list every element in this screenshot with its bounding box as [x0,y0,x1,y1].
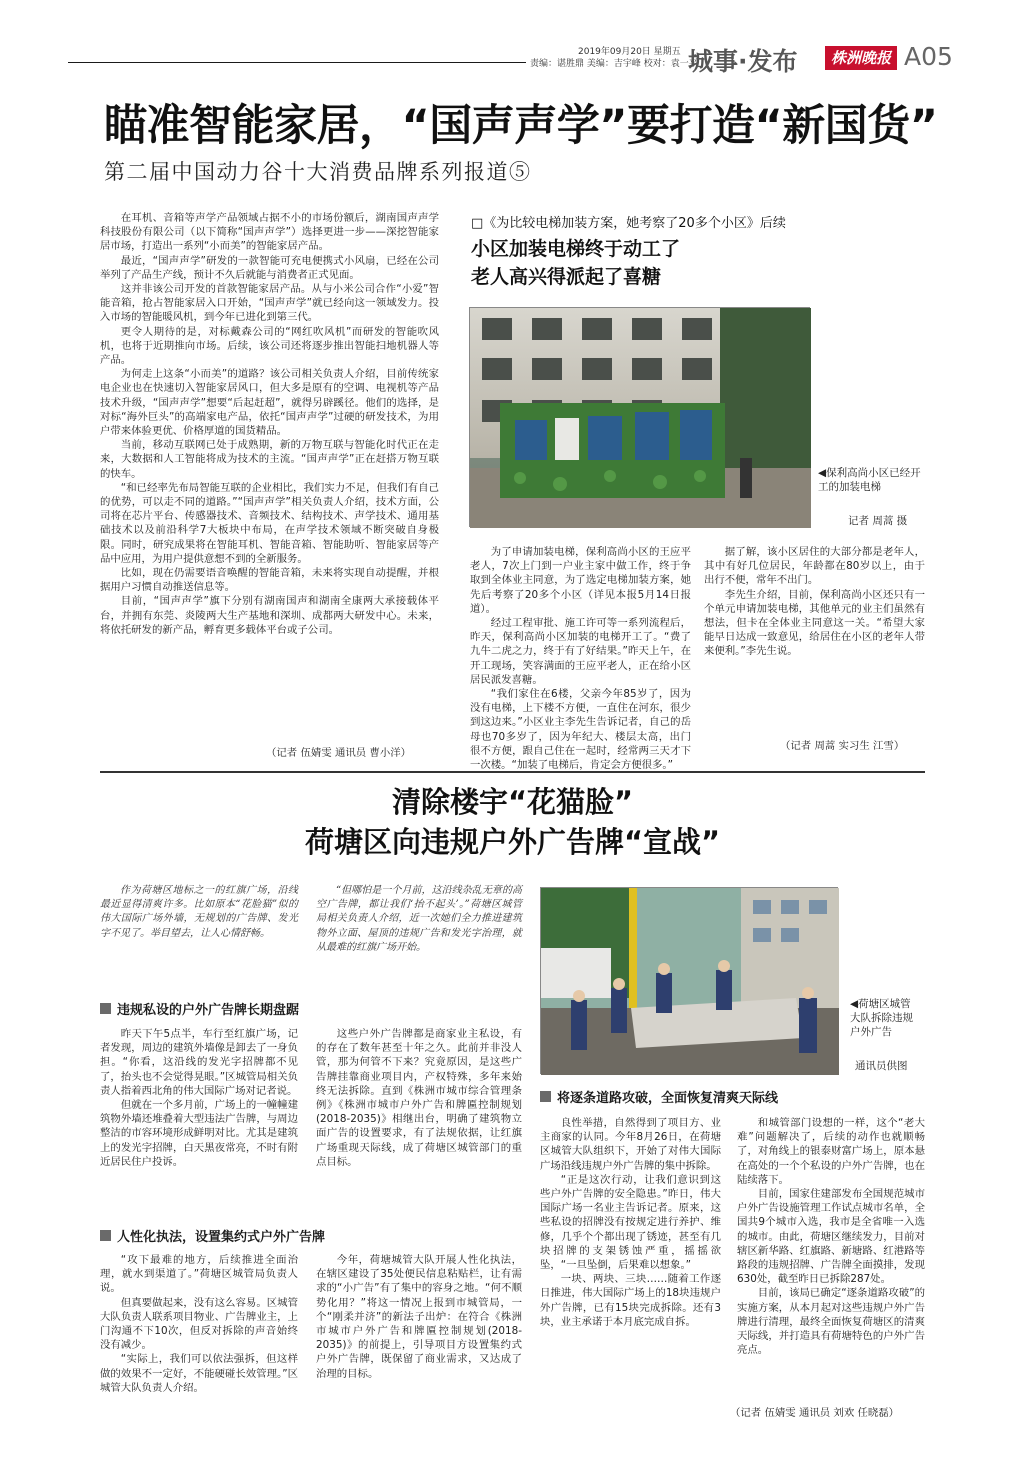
paragraph: “我们家住在6楼，父亲今年85岁了，因为没有电梯，上下楼不方便，一直住在河东，很少到这边来。”小区业主李先生告诉记者，自己的岳母也70多岁了，因为年纪大、楼层太高，出门很不方便，跟自己住在一起时，经常两三天才下一次楼。“加装了电梯后，肯定会方便很多。” [470,688,691,772]
ad-sub3-col1 [540,1116,721,1404]
subhead-text: 违规私设的户外广告牌长期盘踞 [117,1003,300,1018]
paragraph: 当前，移动互联网已处于成熟期，新的万物互联与智能化时代正在走来，大数据和人工智能将成为技术的主流。“国声声学”正在赶搭万物互联的快车。 [100,439,439,480]
page-number: A05 [904,42,953,71]
paragraph: 这些户外广告牌都是商家业主私设，有的存在了数年甚至十年之久。此前并非没人管，那为何管不下来？究竟原因，是这些广告牌挂靠商业项目内，产权特殊，多年来始终无法拆除。直到《株洲市城市综合管理条例》《株洲市城市户外广告和牌匾控制规划(2018-2035)》相继出台，明确了建筑物立面广告的设置要求，有了法规依据，让红旗广场重现天际线，成了荷塘区城管部门的重点目标。 [316,1028,522,1168]
elevator-headline-2: 老人高兴得派起了喜糖 [471,266,662,288]
subhead-text: 人性化执法，设置集约式户外广告牌 [117,1230,326,1245]
ad-sub2-col1 [100,1253,298,1423]
paragraph: 最近，“国声声学”研发的一款智能可充电便携式小风扇，已经在公司举列了产品生产线，预计不久后就能与消费者正式见面。 [100,254,439,281]
paragraph: 这并非该公司开发的首款智能家居产品。从与小米公司合作“小爱”智能音箱，抢占智能家居入口开始，“国声声学”就已经向这一领域发力。投入市场的智能暖风机，到今年已进化到第三代。 [100,283,439,324]
paragraph: 经过工程审批、施工许可等一系列流程后，昨天，保利高尚小区加装的电梯开工了。“费了九牛二虎之力，终于有了好结果。”昨天上午，在开工现场，笑容满面的王应平老人，正在给小区居民派发喜糖。 [470,617,691,686]
ad-lead-col2 [316,884,522,968]
paragraph: 但真要做起来，没有这么容易。区城管大队负责人联系项目物业、广告牌业主，上门沟通不下10次，但反对拆除的声音始终没有减少。 [100,1296,298,1352]
paragraph: 据了解，该小区居住的大部分都是老年人，其中有好几位居民，年龄都在80岁以上，由于出行不便，常年不出门。 [704,546,925,587]
paper-logo: 株洲晚报 [825,46,897,70]
ad-byline: （记者 伍婧雯 通讯员 刘欢 任晓磊） [730,1407,900,1419]
paragraph: 良性举措，自然得到了项目方、业主商家的认同。今年8月26日，在荷塘区城管大队组织下，开始了对伟大国际广场沿线违规户外广告牌的集中拆除。 [540,1117,721,1172]
paragraph: “和已经率先布局智能互联的企业相比，我们实力不足，但我们有自己的优势，可以走不同的道路。”“国声声学”相关负责人介绍，技术方面，公司将在芯片平台、传感器技术、音频技术、结构技术、声学技术、通用基础技术以及前沿科学7大板块中布局，在声学技术领域不断突破自身极限。同时，研究成果将在智能耳机、智能音箱、智能助听、智能家居等产品中应用，为用户提供意想不到的全新服务。 [100,481,439,565]
ad-headline-2: 荷塘区向违规户外广告牌“宣战” [304,825,721,859]
demolition-photo-caption: ◀荷塘区城管大队拆除违规户外广告 [850,998,913,1038]
header-rule [68,62,526,63]
elevator-photo [469,307,810,527]
section-divider [100,771,925,773]
paragraph: 目前，该局已确定“逐条道路攻破”的实施方案，从本月起对这些违规户外广告牌进行清理，最终全面恢复荷塘区的清爽天际线，并打造具有荷塘特色的户外广告亮点。 [737,1287,925,1357]
ad-lead-col1 [100,884,298,978]
demolition-photo-credit: 通讯员供图 [855,1060,908,1072]
paragraph: 李先生介绍，目前，保利高尚小区还只有一个单元申请加装电梯，其他单元的业主们虽然有想法，但卡在全体业主同意这一关。“希望大家能早日达成一致意见，给居住在小区的老年人带来便利。”李先生说。 [704,588,925,658]
paragraph: 为何走上这条“小而美”的道路？该公司相关负责人介绍，目前传统家电企业也在快速切入智能家居风口，但大多是原有的空调、电视机等产品技术升级，“国声声学”想要“后起赶超”，就得另辟蹊径。他们的选择，是对标“海外巨头”的高端家电产品，依托“国声声学”过硬的研发技术，为用户带来体验更优、价格厚道的国货精品。 [100,368,439,438]
top-story-byline: （记者 伍婧雯 通讯员 曹小洋） [262,744,411,759]
subhead-3 [540,1087,778,1106]
main-headline: 瞄准智能家居，“国声声学”要打造“新国货” [104,101,938,151]
subhead-marker [100,1003,111,1014]
demolition-photo [540,887,838,1074]
paragraph: 更令人期待的是，对标戴森公司的“网红吹风机”而研发的智能吹风机，也将于近期推向市场。后续，该公司还将逐步推出智能扫地机器人等产品。 [100,325,439,367]
paragraph: 比如，现在仍需要语音唤醒的智能音箱，未来将实现自动提醒，并根据用户习惯自动推送信息等。 [100,567,439,594]
subhead-1 [100,999,299,1018]
elevator-headline-1: 小区加装电梯终于动工了 [471,238,681,260]
paragraph: 昨天下午5点半，车行至红旗广场，记者发现，周边的建筑外墙像是卸去了一身负担。“你看，这沿线的发光字招牌都不见了，抬头也不会觉得晃眼。”区城管局相关负责人指着西北角的伟大国际广场对记者说。 [100,1028,298,1097]
section-title: 城事·发布 [688,47,798,76]
ad-sub2-col2 [316,1253,522,1423]
paragraph: 作为荷塘区地标之一的红旗广场，沿线最近显得清爽许多。比如原本“花脸猫”似的伟大国际广场外墙，无规划的广告牌、发光字不见了。举目望去，让人心情舒畅。 [100,885,298,939]
header-date: 2019年09月20日 星期五 [578,47,681,57]
paragraph: “正是这次行动，让我们意识到这些户外广告牌的安全隐患。”昨日，伟大国际广场一名业主告诉记者。原来，这些私设的招牌没有按规定进行养护、维修，几乎个个都出现了锈迹，甚至有几块招牌的支架锈蚀严重，摇摇欲坠，“一旦坠倒，后果难以想象。” [540,1173,721,1272]
elevator-body-col2 [704,545,925,745]
subhead-text: 将逐条道路攻破，全面恢复清爽天际线 [557,1091,779,1106]
paragraph: “攻下最难的地方，后续推进全面治理，就水到渠道了。”荷塘区城管局负责人说。 [100,1254,298,1295]
subhead-2 [100,1226,325,1245]
subhead-marker [100,1230,111,1241]
subhead-marker [540,1091,551,1102]
header-editors: 责编：谌胜鼎 美编：吉宇峰 校对：袁一平 [530,59,698,69]
paragraph: 目前，国家住建部发布全国规范城市户外广告设施管理工作试点城市名单，全国共9个城市入选，我市是全省唯一入选的城市。由此，荷塘区继续发力，目前对辖区新华路、红旗路、新塘路、红港路等路段的违规招牌、广告牌全面摸排，发现630处，截至昨日已拆除287处。 [737,1188,925,1286]
main-subheadline: 第二届中国动力谷十大消费品牌系列报道⑤ [104,160,532,184]
paragraph: 和城管部门设想的一样，这个“老大难”问题解决了，后续的动作也就顺畅了，对角线上的银泰财富广场上，原本悬在高处的一个个私设的户外广告牌，也在陆续落下。 [737,1117,925,1186]
paragraph: 但就在一个多月前，广场上的一幢幢建筑物外墙还堆叠着大型违法广告牌，与周边整洁的市容环境形成鲜明对比。尤其是建筑上的发光字招牌，白天黑夜常亮，不时有附近居民住户投诉。 [100,1099,298,1168]
elevator-body-col1 [470,545,691,772]
paragraph: “但哪怕是一个月前，这沿线杂乱无章的高空广告牌，都让我们‘抬不起头’。”荷塘区城管局相关负责人介绍，近一次她们全力推进建筑物外立面、屋顶的违规广告和发光字治理，就从最难的红旗广场开始。 [316,885,522,953]
paragraph: “实际上，我们可以依法强拆，但这样做的效果不一定好，不能硬碰长效管理。”区城管大队负责人介绍。 [100,1353,298,1394]
paragraph: 今年，荷塘城管大队开展人性化执法，在辖区建设了35处便民信息粘贴栏，让有需求的“小广告”有了集中的容身之地。“何不顺势化用？”将这一情况上报到市城管局，一个“刚柔并济”的新法子出炉：在符合《株洲市城市户外广告和牌匾控制规划(2018-2035)》的前提上，引导项目方设置集约式户外广告牌，既保留了商业需求，又达成了治理的目标。 [316,1254,522,1380]
elevator-photo-caption: ◀保利高尚小区已经开工的加装电梯 [818,467,921,493]
elevator-photo-credit: 记者 周蒿 摄 [848,515,908,527]
top-story-body [100,211,439,765]
followup-label: □《为比较电梯加装方案，她考察了20多个小区》后续 [471,216,786,231]
paragraph: 目前，“国声声学”旗下分别有湖南国声和湖南全康两大承接载体平台，并拥有东莞、炎陵两大生产基地和深圳、成都两大研发中心。未来，将依托研发的新产品，孵育更多载体平台或子公司。 [100,595,439,636]
ad-headline-1: 清除楼宇“花猫脸” [391,785,634,819]
paragraph: 在耳机、音箱等声学产品领域占据不小的市场份额后，湖南国声声学科技股份有限公司（以下简称“国声声学”）选择更进一步——深挖智能家居市场，打造出一系列“小而美”的智能家居产品。 [100,212,439,253]
ad-sub1-col2 [316,1027,522,1211]
ad-sub1-col1 [100,1027,298,1183]
paragraph: 一块、两块、三块……随着工作逐日推进，伟大国际广场上的18块违规户外广告牌，已有15块完成拆除。还有3块，业主承诺于本月底完成自拆。 [540,1273,721,1328]
elevator-byline: （记者 周蒿 实习生 江雪） [780,737,904,752]
ad-sub3-col2 [737,1116,925,1404]
paragraph: 为了申请加装电梯，保利高尚小区的王应平老人，7次上门到一户业主家中做工作，终于争取到全体业主同意，为了选定电梯加装方案，她先后考察了20多个小区（详见本报5月14日报道）。 [470,546,691,615]
